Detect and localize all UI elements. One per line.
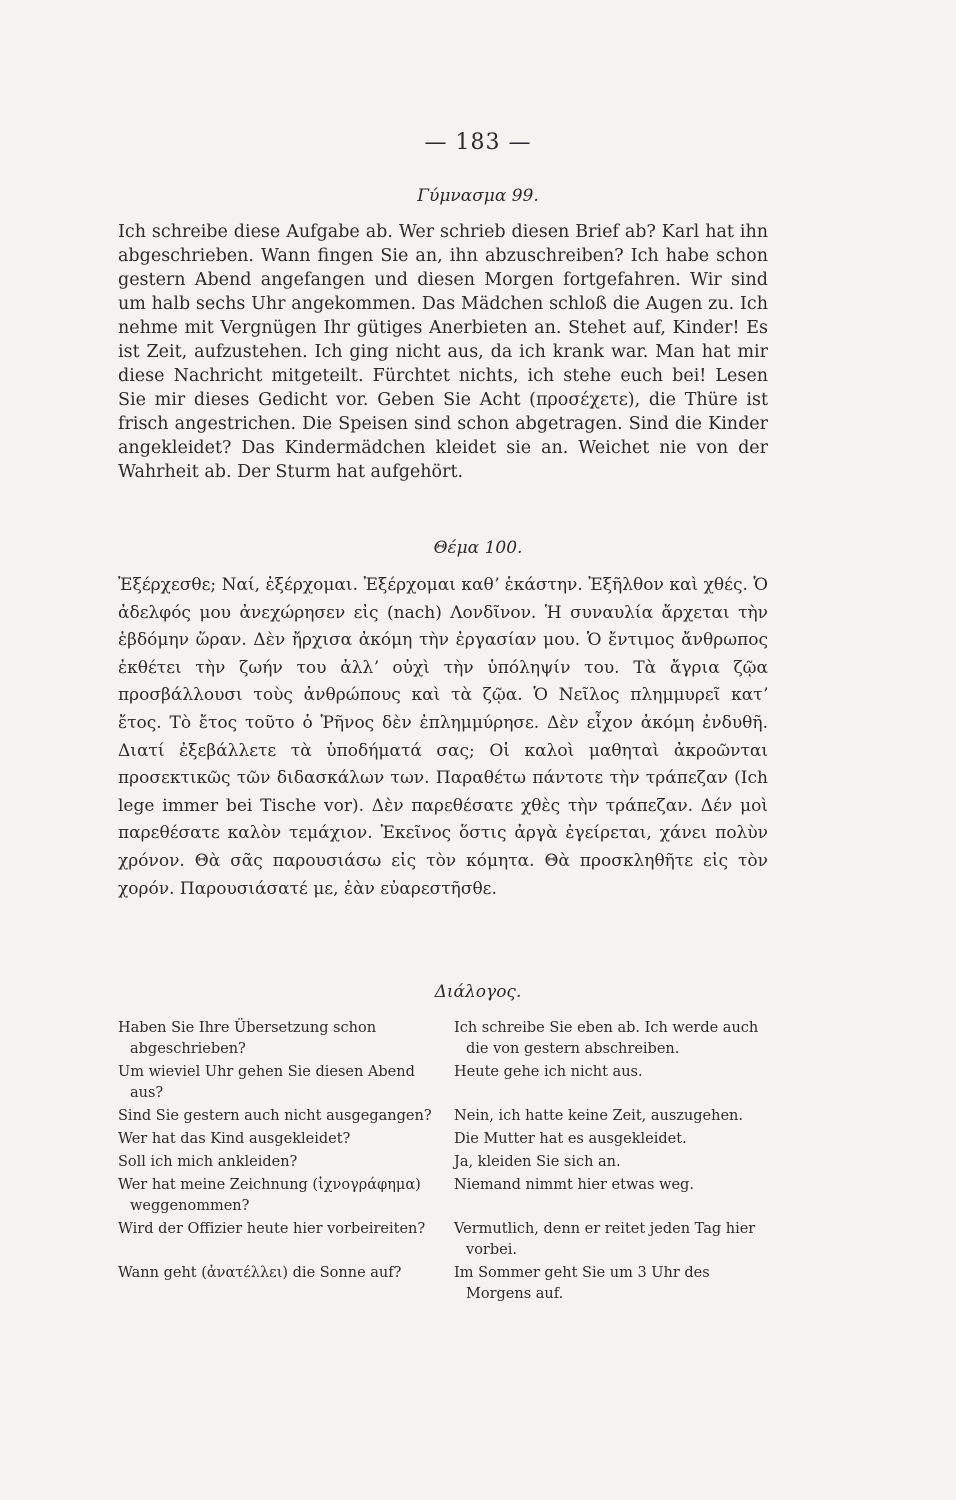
dialogue-row xyxy=(118,1152,778,1173)
dialogue-question: Sind Sie gestern auch nicht ausgegangen? xyxy=(118,1108,432,1124)
dialogue-answer: Nein, ich hatte keine Zeit, auszugehen. xyxy=(454,1108,744,1124)
dialogue-row xyxy=(118,1263,778,1305)
dialogue-title: Διάλογος. xyxy=(434,982,522,1002)
dialogue-answer: Heute gehe ich nicht aus. xyxy=(454,1064,643,1080)
theme-title: Θέμα 100. xyxy=(433,538,523,558)
exercise-text: Ich schreibe diese Aufgabe ab. Wer schrieb diesen Brief ab? Karl hat ihn abgeschrieben. Wann fingen Sie an, ihn abzuschreiben? Ich habe schon gestern Abend angefangen und diesen Morgen fortgefahren. Wir sind um halb sechs Uhr angekommen. Das Mädchen schloß die Augen zu. Ich nehme mit Vergnügen Ihr gütiges Anerbieten an. Stehet auf, Kinder! Es ist Zeit, aufzustehen. Ich ging nicht aus, da ich krank war. Man hat mir diese Nachricht mitgeteilt. Fürchtet nichts, ich stehe euch bei! Lesen Sie mir dieses Gedicht vor. Geben Sie Acht (προσέχετε), die Thüre ist frisch angestrichen. Die Speisen sind schon abgetragen. Sind die Kinder angekleidet? Das Kindermädchen kleidet sie an. Weichet nie von der Wahrheit ab. Der Sturm hat aufgehört. xyxy=(118,222,768,482)
exercise-title: Γύμνασμα 99. xyxy=(417,186,539,206)
theme-text: Ἐξέρχεσθε; Ναί, ἐξέρχομαι. Ἐξέρχομαι καθʼ ἑκάστην. Ἐξῆλθον καὶ χθές. Ὁ ἀδελφός μου ἀνεχώρησεν εἰς (nach) Λονδῖνον. Ἡ συναυλία ἄρχεται τὴν ἑβδόμην ὥραν. Δὲν ἤρχισα ἀκόμη τὴν ἐργασίαν μου. Ὁ ἔντιμος ἄνθρωπος ἐκθέτει τὴν ζωήν του ἀλλʼ οὐχὶ τὴν ὑπόληψίν του. Τὰ ἄγρια ζῷα προσβάλλουσι τοὺς ἀνθρώπους καὶ τὰ ζῷα. Ὁ Νεῖλος πλημμυρεῖ κατʼ ἔτος. Τὸ ἔτος τοῦτο ὁ Ῥῆνος δὲν ἐπλημμύρησε. Δὲν εἶχον ἀκόμη ἐνδυθῆ. Διατί ἐξεβάλλετε τὰ ὑποδήματά σας; Οἱ καλοὶ μαθηταὶ ἀκροῶνται προσεκτικῶς τῶν διδασκάλων των. Παραθέτω πάντοτε τὴν τράπεζαν (Ich lege immer bei Tische vor). Δὲν παρεθέσατε χθὲς τὴν τράπεζαν. Δέν μοὶ παρεθέσατε καλὸν τεμάχιον. Ἐκεῖνος ὅστις ἀργὰ ἐγείρεται, χάνει πολὺν χρόνον. Θὰ σᾶς παρουσιάσω εἰς τὸν κόμητα. Θὰ προσκληθῆτε εἰς τὸν χορόν. Παρουσιάσατέ με, ἐὰν εὐαρεστῆσθε. xyxy=(118,575,768,899)
dialogue-question: Soll ich mich ankleiden? xyxy=(118,1154,298,1170)
dialogue-answer: Niemand nimmt hier etwas weg. xyxy=(454,1177,694,1193)
dialogue-question: Wann geht (ἀνατέλλει) die Sonne auf? xyxy=(118,1265,402,1281)
dialogue-question: Um wieviel Uhr gehen Sie diesen Abend aus? xyxy=(118,1064,415,1101)
dialogue-row xyxy=(118,1129,778,1150)
dialogue-question: Wer hat meine Zeichnung (ἰχνογράφημα) weggenommen? xyxy=(118,1177,421,1214)
dialogue-question: Wer hat das Kind ausgekleidet? xyxy=(118,1131,351,1147)
dialogue-answer: Im Sommer geht Sie um 3 Uhr des Morgens auf. xyxy=(454,1265,710,1302)
dialogue-answer: Ja, kleiden Sie sich an. xyxy=(454,1154,621,1170)
dialogue-table xyxy=(118,1018,778,1307)
dialogue-answer: Die Mutter hat es ausgekleidet. xyxy=(454,1131,687,1147)
page-number: — 183 — xyxy=(424,130,532,155)
dialogue-row xyxy=(118,1018,778,1060)
dialogue-answer: Ich schreibe Sie eben ab. Ich werde auch die von gestern abschreiben. xyxy=(454,1020,759,1057)
dialogue-row xyxy=(118,1219,778,1261)
dialogue-row xyxy=(118,1175,778,1217)
dialogue-row xyxy=(118,1106,778,1127)
dialogue-answer: Vermutlich, denn er reitet jeden Tag hier vorbei. xyxy=(454,1221,756,1258)
dialogue-question: Wird der Offizier heute hier vorbeireiten? xyxy=(118,1221,426,1237)
dialogue-question: Haben Sie Ihre Übersetzung schon abgeschrieben? xyxy=(118,1020,377,1057)
dialogue-row xyxy=(118,1062,778,1104)
